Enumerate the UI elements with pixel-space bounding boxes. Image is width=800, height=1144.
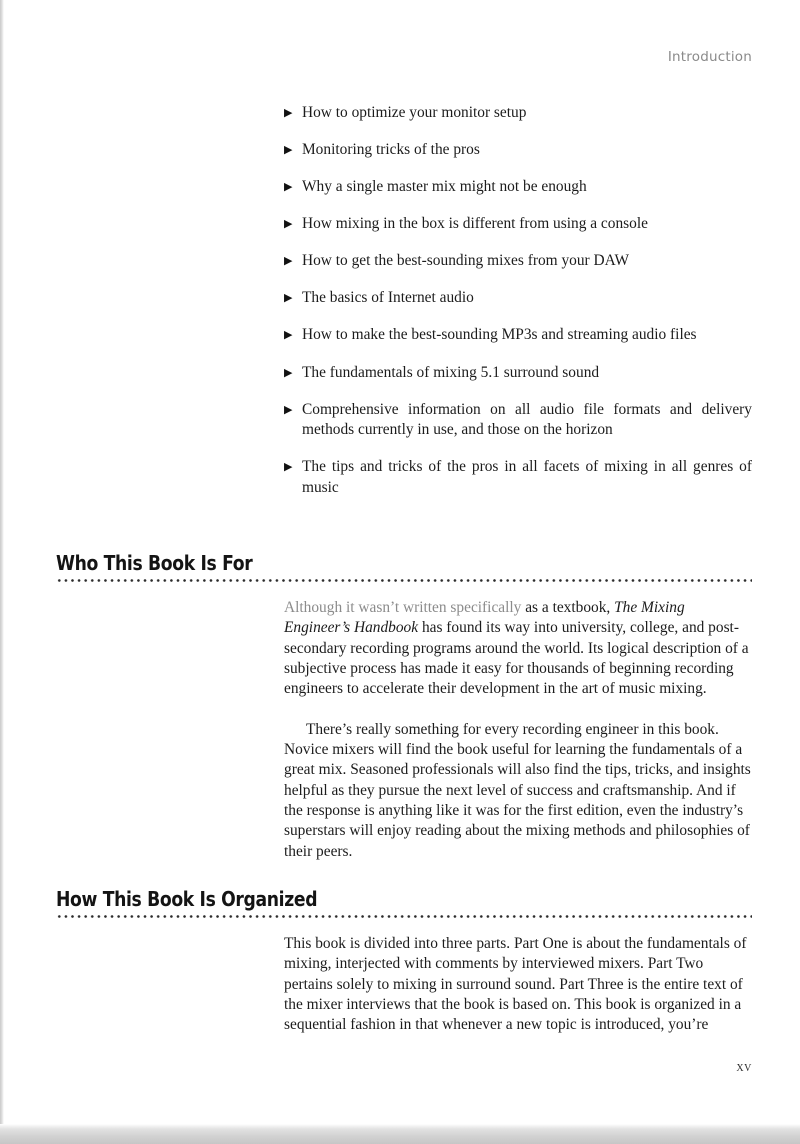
section-heading-text: Who This Book Is For — [56, 551, 253, 575]
paragraph-text-run: as a textbook, — [525, 599, 615, 616]
section-body-who-this-book-is-for — [284, 598, 752, 862]
list-item-text: How to make the best-sounding MP3s and streaming audio files — [302, 326, 697, 344]
book-title-italic: The Mixing Engineer’s Handbook — [284, 599, 685, 637]
list-item-text: How to optimize your monitor setup — [302, 104, 527, 121]
triangle-right-icon: ▶ — [284, 107, 293, 119]
paragraph-text-run: has found its way into university, college, and post-secondary recording programs around the world. Its logical description of a subjective process has made it easy for thousands of beginning recording engineers to accelerate their development in the art of music mixing. — [284, 619, 749, 698]
triangle-right-icon: ▶ — [284, 292, 293, 305]
list-item — [284, 140, 752, 160]
section-body-how-this-book-is-organized — [284, 934, 752, 1035]
section-heading-how-this-book-is-organized — [56, 888, 752, 918]
list-item — [284, 251, 752, 271]
body-paragraph — [284, 934, 752, 1035]
paragraph-text-run: Although it wasn’t written specifically — [284, 599, 526, 616]
page-left-scan-edge — [0, 0, 4, 1144]
page-number: xv — [736, 1059, 752, 1075]
list-item-text: The tips and tricks of the pros in all facets of mixing in all genres of music — [302, 458, 752, 496]
body-paragraph — [284, 720, 752, 862]
list-item — [284, 363, 752, 383]
list-item-text: Why a single master mix might not be enough — [302, 178, 587, 196]
triangle-right-icon: ▶ — [284, 461, 293, 474]
triangle-right-icon: ▶ — [284, 144, 293, 157]
list-item — [284, 400, 752, 441]
paragraph-text-run: This book is divided into three parts. Part One is about the fundamentals of mixing, interjected with comments by interviewed mixers. Part Two pertains solely to mixing in surround sound. Part Three is the entire text of the mixer interviews that the book is based on. This book is organized in a sequential fashion in that whenever a new topic is introduced, you’re — [284, 935, 747, 1034]
paragraph-text-run: There’s really something for every recording engineer in this book. Novice mixers will find the book useful for learning the fundamentals of a great mix. Seasoned professionals will also find the tips, tricks, and insights helpful as they pursue the next level of success and craftsmanship. And if the response is anything like it was for the first edition, even the industry’s superstars will enjoy reading about the mixing methods and philosophies of their peers. — [284, 720, 751, 860]
triangle-right-icon: ▶ — [284, 218, 293, 231]
list-item — [284, 214, 752, 234]
list-item-text: How mixing in the box is different from using a console — [302, 215, 648, 233]
section-heading-text: How This Book Is Organized — [56, 887, 318, 911]
list-item-text: How to get the best-sounding mixes from your DAW — [302, 252, 630, 270]
triangle-right-icon: ▶ — [284, 366, 293, 379]
section-heading-who-this-book-is-for — [56, 552, 752, 582]
triangle-right-icon: ▶ — [284, 255, 293, 268]
list-item — [284, 325, 752, 345]
list-item-text: Comprehensive information on all audio file formats and delivery methods currently in use, and those on the horizon — [302, 400, 752, 439]
list-item — [284, 288, 752, 308]
running-head: Introduction — [667, 49, 752, 65]
list-item-text: Monitoring tricks of the pros — [302, 141, 480, 159]
feature-bullet-list — [284, 103, 752, 498]
triangle-right-icon: ▶ — [284, 329, 293, 342]
list-item — [284, 457, 752, 498]
list-item-text: The fundamentals of mixing 5.1 surround sound — [302, 363, 600, 381]
triangle-right-icon: ▶ — [284, 181, 293, 194]
heading-dotted-rule — [56, 915, 752, 918]
list-item-text: The basics of Internet audio — [302, 289, 474, 307]
body-paragraph — [284, 598, 752, 699]
triangle-right-icon: ▶ — [284, 403, 293, 416]
heading-dotted-rule — [56, 579, 752, 582]
list-item — [284, 177, 752, 197]
list-item — [284, 103, 752, 123]
page-bottom-scan-edge — [0, 1124, 800, 1144]
